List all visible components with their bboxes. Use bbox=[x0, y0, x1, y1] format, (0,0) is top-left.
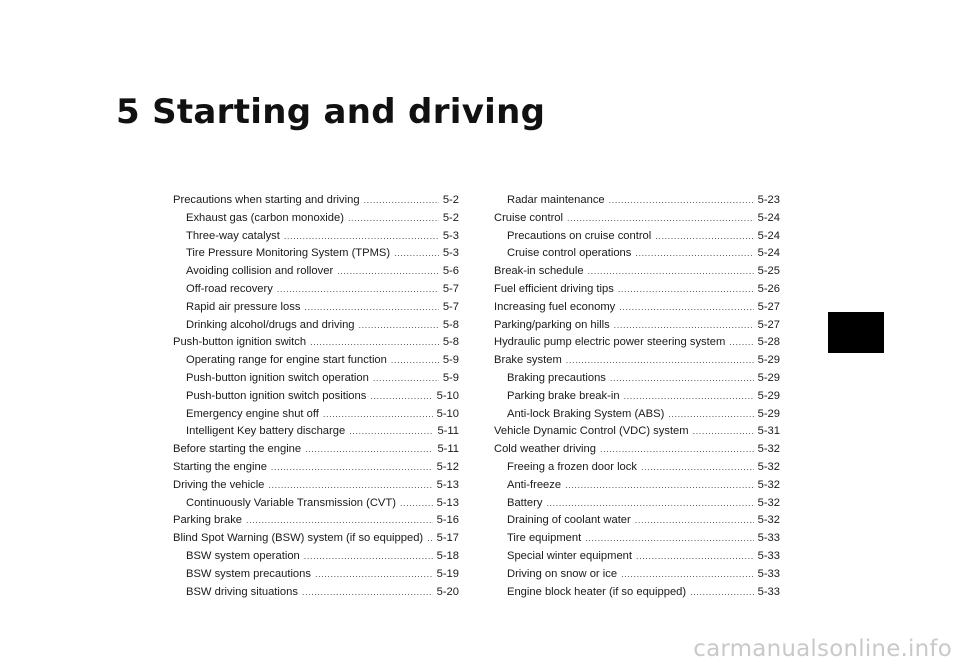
toc-entry-title: Anti-lock Braking System (ABS) bbox=[507, 407, 665, 420]
toc-entry[interactable] bbox=[173, 192, 459, 210]
toc-entry-title: Vehicle Dynamic Control (VDC) system bbox=[494, 425, 689, 438]
toc-entry[interactable] bbox=[494, 281, 780, 299]
toc-entry[interactable] bbox=[173, 352, 459, 370]
toc-entry-title: Push-button ignition switch operation bbox=[186, 371, 369, 384]
toc-entry-page: 5-7 bbox=[442, 282, 459, 295]
toc-entry[interactable] bbox=[173, 334, 459, 352]
toc-entry-page: 5-13 bbox=[436, 496, 459, 509]
toc-entry[interactable] bbox=[173, 512, 459, 530]
toc-entry-page: 5-23 bbox=[757, 194, 780, 206]
toc-entry-page: 5-19 bbox=[436, 567, 459, 580]
toc-entry[interactable] bbox=[173, 406, 459, 424]
toc-entry[interactable] bbox=[173, 263, 459, 281]
toc-entry[interactable] bbox=[494, 584, 780, 602]
toc-entry-page: 5-3 bbox=[442, 229, 459, 242]
toc-entry-page: 5-27 bbox=[757, 318, 780, 331]
toc-entry-page: 5-3 bbox=[442, 247, 459, 260]
toc-entry[interactable] bbox=[494, 334, 780, 352]
toc-entry-title: Exhaust gas (carbon monoxide) bbox=[186, 211, 344, 224]
toc-entry-title: Engine block heater (if so equipped) bbox=[507, 585, 687, 598]
toc-leader-dots bbox=[668, 406, 753, 424]
toc-entry-page: 5-20 bbox=[436, 585, 459, 598]
toc-leader-dots bbox=[614, 317, 754, 335]
toc-entry[interactable] bbox=[494, 459, 780, 477]
toc-leader-dots bbox=[304, 299, 438, 317]
toc-entry-page: 5-8 bbox=[442, 318, 459, 331]
toc-entry-title: Drinking alcohol/drugs and driving bbox=[186, 318, 355, 331]
toc-entry-title: Battery bbox=[507, 496, 543, 509]
toc-leader-dots bbox=[635, 512, 754, 530]
toc-entry-page: 5-32 bbox=[757, 496, 780, 509]
toc-entry[interactable] bbox=[494, 477, 780, 495]
toc-entry-title: Driving the vehicle bbox=[173, 478, 265, 491]
toc-entry-title: Parking/parking on hills bbox=[494, 318, 610, 331]
toc-entry-title: Off-road recovery bbox=[186, 282, 273, 295]
toc-entry[interactable] bbox=[173, 210, 459, 228]
toc-entry[interactable] bbox=[494, 352, 780, 370]
toc-entry-page: 5-24 bbox=[757, 211, 780, 224]
toc-entry-page: 5-28 bbox=[757, 336, 780, 349]
toc-leader-dots bbox=[400, 495, 433, 513]
toc-leader-dots bbox=[337, 263, 439, 281]
toc-entry-title: Special winter equipment bbox=[507, 549, 632, 562]
toc-entry-title: Precautions when starting and driving bbox=[173, 194, 360, 206]
toc-entry[interactable] bbox=[494, 210, 780, 228]
toc-leader-dots bbox=[302, 584, 433, 602]
toc-entry-page: 5-8 bbox=[442, 336, 459, 349]
toc-entry-page: 5-32 bbox=[757, 478, 780, 491]
toc-entry[interactable] bbox=[494, 299, 780, 317]
toc-entry-title: Tire Pressure Monitoring System (TPMS) bbox=[186, 247, 391, 260]
toc-entry-title: Push-button ignition switch bbox=[173, 336, 307, 349]
toc-entry-title: Driving on snow or ice bbox=[507, 567, 618, 580]
toc-entry[interactable] bbox=[494, 370, 780, 388]
toc-entry-page: 5-24 bbox=[757, 247, 780, 260]
toc-entry-page: 5-29 bbox=[757, 407, 780, 420]
toc-entry-page: 5-9 bbox=[442, 371, 459, 384]
toc-entry-title: Anti-freeze bbox=[507, 478, 562, 491]
toc-leader-dots bbox=[585, 530, 753, 548]
toc-leader-dots bbox=[323, 406, 433, 424]
toc-entry-title: Precautions on cruise control bbox=[507, 229, 652, 242]
toc-entry-title: Starting the engine bbox=[173, 460, 267, 473]
toc-entry-title: Avoiding collision and rollover bbox=[186, 265, 334, 278]
toc-entry[interactable] bbox=[173, 441, 459, 459]
toc-entry-title: Cruise control operations bbox=[507, 247, 632, 260]
toc-entry-page: 5-16 bbox=[436, 514, 459, 527]
toc-leader-dots bbox=[370, 388, 432, 406]
toc-entry-page: 5-27 bbox=[757, 300, 780, 313]
toc-entry[interactable] bbox=[173, 584, 459, 602]
toc-entry-page: 5-29 bbox=[757, 354, 780, 367]
toc-entry-title: Three-way catalyst bbox=[186, 229, 280, 242]
toc-entry-title: Fuel efficient driving tips bbox=[494, 282, 614, 295]
toc-entry-title: Cold weather driving bbox=[494, 443, 596, 456]
toc-entry[interactable] bbox=[494, 512, 780, 530]
toc-entry[interactable] bbox=[494, 406, 780, 424]
toc-leader-dots bbox=[304, 548, 433, 566]
toc-entry-title: Brake system bbox=[494, 354, 562, 367]
toc-leader-dots bbox=[729, 334, 753, 352]
toc-entry[interactable] bbox=[173, 245, 459, 263]
toc-entry-page: 5-12 bbox=[436, 460, 459, 473]
toc-leader-dots bbox=[567, 210, 754, 228]
toc-entry-page: 5-18 bbox=[436, 549, 459, 562]
toc-entry-page: 5-10 bbox=[436, 389, 459, 402]
toc-leader-dots bbox=[364, 192, 439, 210]
toc-leader-dots bbox=[373, 370, 439, 388]
toc-entry[interactable] bbox=[173, 370, 459, 388]
toc-entry-page: 5-9 bbox=[442, 354, 459, 367]
toc-entry-page: 5-11 bbox=[437, 443, 459, 456]
toc-entry-title: Break-in schedule bbox=[494, 265, 584, 278]
toc-leader-dots bbox=[693, 423, 754, 441]
toc-entry-page: 5-7 bbox=[442, 300, 459, 313]
toc-entry[interactable] bbox=[494, 388, 780, 406]
watermark-text: carmanualsonline.info bbox=[693, 636, 952, 662]
toc-leader-dots bbox=[600, 441, 754, 459]
toc-entry-page: 5-29 bbox=[757, 371, 780, 384]
toc-entry-title: Before starting the engine bbox=[173, 443, 302, 456]
toc-leader-dots bbox=[277, 281, 439, 299]
toc-entry-title: Radar maintenance bbox=[507, 194, 605, 206]
toc-entry-title: Hydraulic pump electric power steering system bbox=[494, 336, 726, 349]
toc-entry[interactable] bbox=[494, 548, 780, 566]
toc-leader-dots bbox=[305, 441, 433, 459]
toc-entry-title: Emergency engine shut off bbox=[186, 407, 319, 420]
toc-entry-page: 5-33 bbox=[757, 532, 780, 545]
toc-entry[interactable] bbox=[173, 317, 459, 335]
toc-leader-dots bbox=[641, 459, 754, 477]
toc-entry-title: Increasing fuel economy bbox=[494, 300, 616, 313]
toc-entry-page: 5-31 bbox=[757, 425, 780, 438]
toc-entry[interactable] bbox=[494, 192, 780, 210]
toc-entry-title: BSW driving situations bbox=[186, 585, 298, 598]
toc-left-column bbox=[173, 192, 459, 601]
toc-leader-dots bbox=[546, 495, 753, 513]
toc-leader-dots bbox=[565, 477, 753, 495]
toc-leader-dots bbox=[394, 245, 439, 263]
toc-entry[interactable] bbox=[494, 245, 780, 263]
toc-entry[interactable] bbox=[173, 299, 459, 317]
toc-leader-dots bbox=[349, 423, 433, 441]
toc-entry-title: Operating range for engine start function bbox=[186, 354, 387, 367]
toc-entry-title: Intelligent Key battery discharge bbox=[186, 425, 346, 438]
toc-leader-dots bbox=[348, 210, 439, 228]
toc-entry[interactable] bbox=[173, 423, 459, 441]
toc-entry-page: 5-11 bbox=[437, 425, 459, 438]
toc-leader-dots bbox=[391, 352, 439, 370]
toc-entry[interactable] bbox=[173, 281, 459, 299]
toc-entry-title: Rapid air pressure loss bbox=[186, 300, 301, 313]
chapter-tab-marker bbox=[828, 312, 884, 353]
toc-entry-page: 5-32 bbox=[757, 460, 780, 473]
toc-entry-page: 5-33 bbox=[757, 567, 780, 580]
toc-leader-dots bbox=[636, 548, 754, 566]
toc-entry-page: 5-26 bbox=[757, 282, 780, 295]
toc-entry-title: BSW system operation bbox=[186, 549, 300, 562]
toc-entry[interactable] bbox=[494, 566, 780, 584]
toc-entry-title: Parking brake break-in bbox=[507, 389, 620, 402]
toc-entry-title: Parking brake bbox=[173, 514, 243, 527]
toc-entry-page: 5-33 bbox=[757, 585, 780, 598]
toc-entry-page: 5-17 bbox=[436, 532, 459, 545]
toc-entry-title: Freeing a frozen door lock bbox=[507, 460, 637, 473]
toc-leader-dots bbox=[427, 530, 432, 548]
toc-entry-title: Draining of coolant water bbox=[507, 514, 631, 527]
toc-leader-dots bbox=[246, 512, 433, 530]
toc-entry-page: 5-2 bbox=[442, 194, 459, 206]
toc-leader-dots bbox=[271, 459, 433, 477]
chapter-title: 5 Starting and driving bbox=[116, 92, 546, 132]
toc-leader-dots bbox=[315, 566, 433, 584]
toc-leader-dots bbox=[624, 388, 754, 406]
toc-entry[interactable] bbox=[494, 263, 780, 281]
toc-leader-dots bbox=[621, 566, 754, 584]
toc-leader-dots bbox=[310, 334, 439, 352]
toc-entry-title: Tire equipment bbox=[507, 532, 582, 545]
toc-leader-dots bbox=[359, 317, 439, 335]
toc-leader-dots bbox=[284, 228, 439, 246]
toc-entry-page: 5-29 bbox=[757, 389, 780, 402]
toc-entry-title: Blind Spot Warning (BSW) system (if so equipped) bbox=[173, 532, 424, 545]
toc-leader-dots bbox=[609, 192, 754, 210]
toc-entry[interactable] bbox=[173, 459, 459, 477]
toc-entry-title: Braking precautions bbox=[507, 371, 606, 384]
toc-leader-dots bbox=[655, 228, 753, 246]
toc-entry-page: 5-33 bbox=[757, 549, 780, 562]
toc-entry-page: 5-24 bbox=[757, 229, 780, 242]
toc-entry-page: 5-32 bbox=[757, 443, 780, 456]
toc-entry-title: Push-button ignition switch positions bbox=[186, 389, 367, 402]
toc-entry-page: 5-32 bbox=[757, 514, 780, 527]
toc-entry-page: 5-6 bbox=[442, 265, 459, 278]
toc-entry[interactable] bbox=[494, 441, 780, 459]
toc-leader-dots bbox=[610, 370, 754, 388]
toc-leader-dots bbox=[618, 281, 754, 299]
toc-leader-dots bbox=[690, 584, 753, 602]
toc-entry-page: 5-10 bbox=[436, 407, 459, 420]
toc-leader-dots bbox=[588, 263, 754, 281]
toc-entry[interactable] bbox=[494, 228, 780, 246]
toc-entry[interactable] bbox=[173, 477, 459, 495]
toc-leader-dots bbox=[566, 352, 754, 370]
toc-entry[interactable] bbox=[173, 548, 459, 566]
toc-entry[interactable] bbox=[173, 566, 459, 584]
toc-entry[interactable] bbox=[173, 388, 459, 406]
toc-entry[interactable] bbox=[494, 317, 780, 335]
toc-entry[interactable] bbox=[173, 228, 459, 246]
toc-leader-dots bbox=[619, 299, 753, 317]
toc-leader-dots bbox=[268, 477, 432, 495]
toc-entry[interactable] bbox=[494, 530, 780, 548]
toc-entry-title: Continuously Variable Transmission (CVT) bbox=[186, 496, 396, 509]
toc-entry[interactable] bbox=[494, 423, 780, 441]
toc-entry-page: 5-2 bbox=[442, 211, 459, 224]
toc-right-column bbox=[494, 192, 780, 601]
toc-entry-page: 5-25 bbox=[757, 265, 780, 278]
toc-entry-title: Cruise control bbox=[494, 211, 564, 224]
toc-entry-title: BSW system precautions bbox=[186, 567, 311, 580]
toc-entry[interactable] bbox=[494, 495, 780, 513]
toc-entry-page: 5-13 bbox=[436, 478, 459, 491]
toc-entry[interactable] bbox=[173, 495, 459, 513]
toc-entry[interactable] bbox=[173, 530, 459, 548]
toc-leader-dots bbox=[635, 245, 753, 263]
